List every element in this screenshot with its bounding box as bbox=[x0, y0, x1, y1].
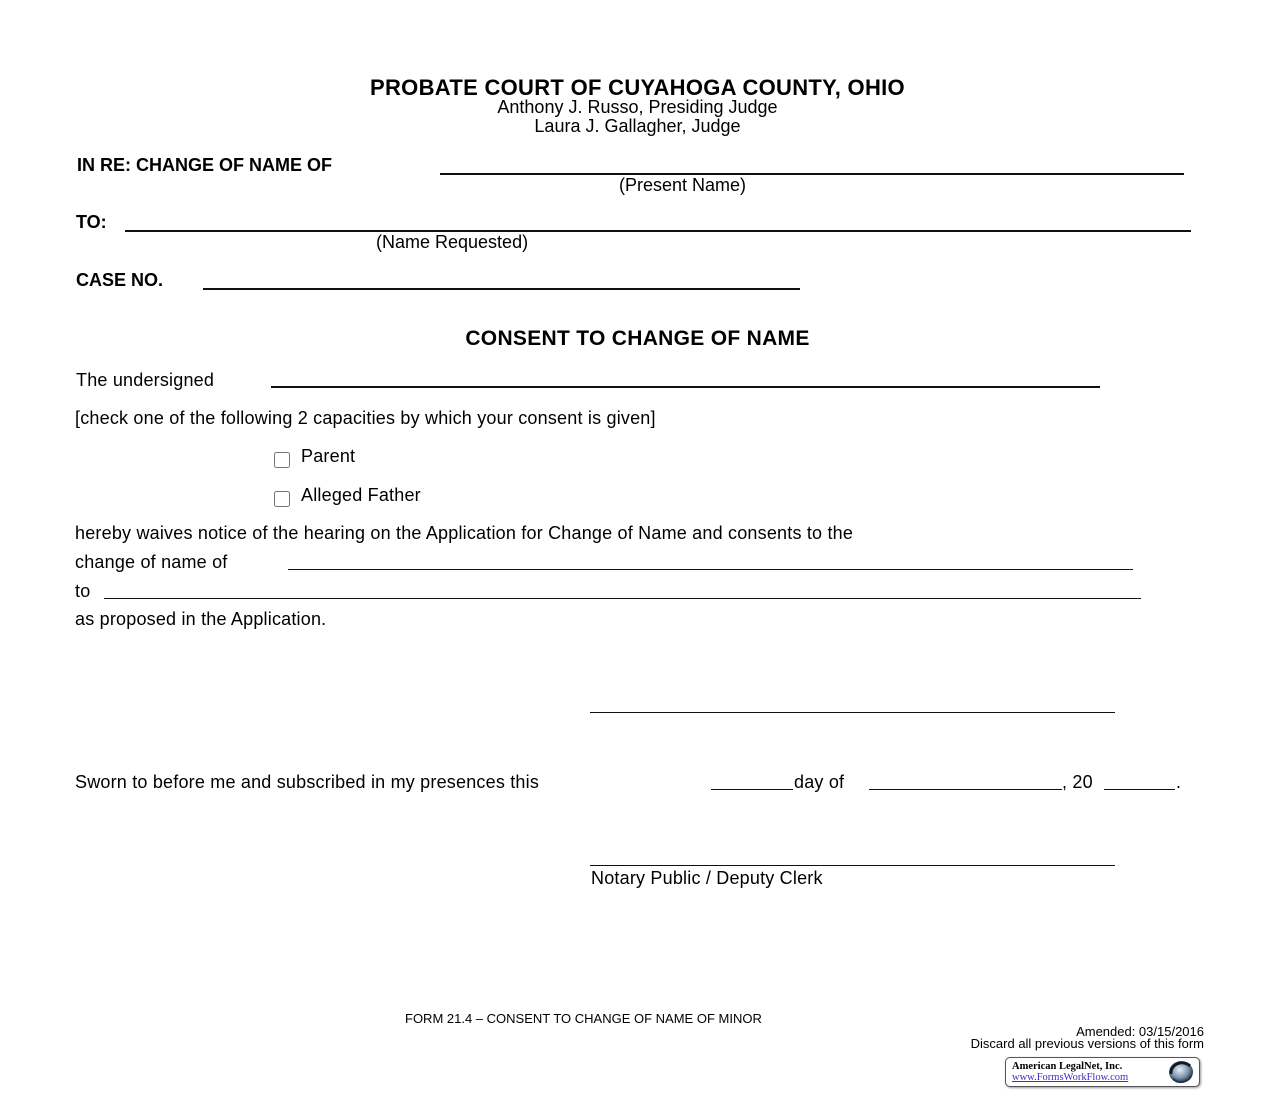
amended-date: Amended: 03/15/2016 bbox=[1076, 1024, 1204, 1039]
form-id: FORM 21.4 – CONSENT TO CHANGE OF NAME OF MINOR bbox=[405, 1011, 762, 1026]
parent-option-label: Parent bbox=[301, 446, 356, 466]
in-re-label: IN RE: CHANGE OF NAME OF bbox=[77, 155, 332, 175]
change-of-name-label: change of name of bbox=[75, 552, 228, 572]
name-requested-line bbox=[125, 230, 1191, 232]
notary-signature-input[interactable] bbox=[590, 843, 1123, 864]
day-of-label: day of bbox=[794, 772, 845, 792]
signature-line bbox=[590, 712, 1115, 713]
undersigned-label: The undersigned bbox=[76, 370, 215, 390]
alleged-father-checkbox[interactable] bbox=[274, 491, 290, 507]
to-name-label: to bbox=[75, 581, 91, 601]
jurat-period: . bbox=[1176, 772, 1182, 792]
present-name-input[interactable] bbox=[440, 152, 1192, 172]
change-of-name-input[interactable] bbox=[288, 549, 1141, 568]
alleged-father-option-label: Alleged Father bbox=[301, 485, 421, 505]
undersigned-line bbox=[271, 386, 1100, 388]
year-prefix: , 20 bbox=[1062, 772, 1093, 792]
court-title: PROBATE COURT OF CUYAHOGA COUNTY, OHIO bbox=[370, 75, 905, 100]
notary-label: Notary Public / Deputy Clerk bbox=[591, 868, 823, 888]
present-name-line bbox=[440, 173, 1184, 175]
jurat-prefix: Sworn to before me and subscribed in my presences this bbox=[75, 772, 540, 792]
month-line bbox=[869, 789, 1062, 790]
badge-website-link[interactable]: www.FormsWorkFlow.com bbox=[1012, 1072, 1129, 1083]
closing-text: as proposed in the Application. bbox=[75, 609, 327, 629]
waiver-text: hereby waives notice of the hearing on the Application for Change of Name and consents to the bbox=[75, 523, 854, 543]
day-input[interactable] bbox=[711, 769, 801, 788]
undersigned-input[interactable] bbox=[271, 366, 1108, 385]
notary-signature-line bbox=[590, 865, 1115, 866]
day-line bbox=[711, 789, 793, 790]
discard-notice: Discard all previous versions of this form bbox=[970, 1036, 1204, 1051]
presiding-judge: Anthony J. Russo, Presiding Judge bbox=[497, 97, 778, 117]
capacity-instruction: [check one of the following 2 capacities by which your consent is given] bbox=[75, 408, 656, 428]
globe-logo-icon bbox=[1165, 1060, 1195, 1084]
name-requested-input[interactable] bbox=[125, 209, 1199, 229]
signature-input[interactable] bbox=[590, 690, 1123, 711]
name-requested-hint: (Name Requested) bbox=[376, 232, 529, 252]
to-label: TO: bbox=[76, 212, 107, 232]
to-name-line bbox=[104, 598, 1141, 599]
case-no-line bbox=[203, 288, 800, 290]
form-title: CONSENT TO CHANGE OF NAME bbox=[465, 327, 810, 350]
judge: Laura J. Gallagher, Judge bbox=[534, 116, 741, 136]
parent-checkbox[interactable] bbox=[274, 452, 290, 468]
year-input[interactable] bbox=[1104, 769, 1183, 788]
present-name-hint: (Present Name) bbox=[619, 175, 747, 195]
american-legalnet-badge[interactable] bbox=[1005, 1057, 1200, 1087]
case-no-input[interactable] bbox=[203, 267, 808, 287]
to-name-input[interactable] bbox=[104, 578, 1149, 597]
case-no-label: CASE NO. bbox=[76, 270, 164, 290]
month-input[interactable] bbox=[869, 769, 1070, 788]
badge-company: American LegalNet, Inc. bbox=[1012, 1061, 1123, 1072]
change-of-name-line bbox=[288, 569, 1133, 570]
year-line bbox=[1104, 789, 1175, 790]
